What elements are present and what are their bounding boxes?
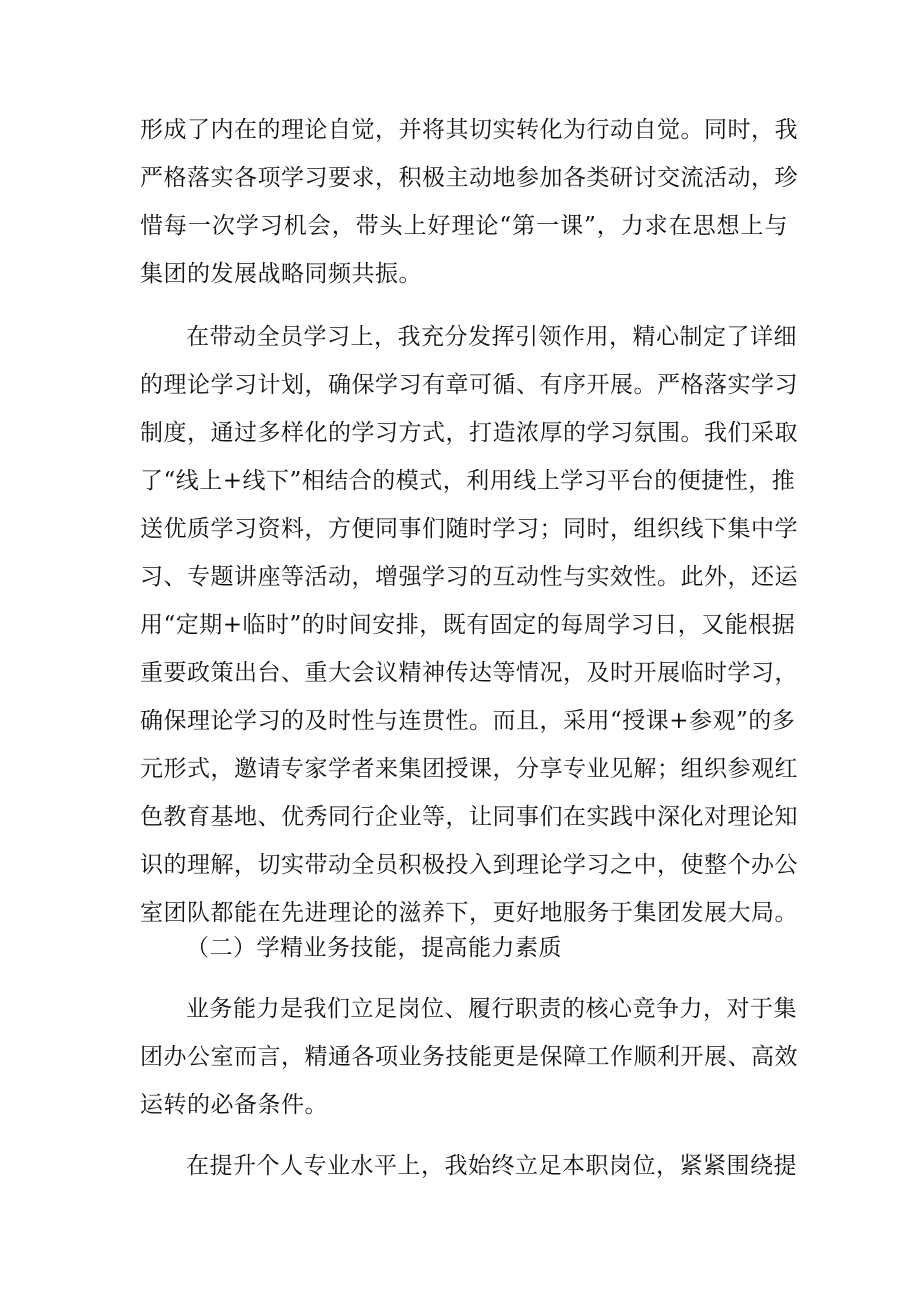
paragraph-line: 严格落实各项学习要求，积极主动地参加各类研讨交流活动，珍 bbox=[140, 165, 798, 191]
paragraph-line: 的理论学习计划，确保学习有章可循、有序开展。严格落实学习 bbox=[140, 372, 798, 398]
paragraph-line: 团办公室而言，精通各项业务技能更是保障工作顺利开展、高效 bbox=[140, 1044, 798, 1070]
paragraph-line: 业务能力是我们立足岗位、履行职责的核心竞争力，对于集 bbox=[186, 996, 797, 1022]
paragraph-line: 在带动全员学习上，我充分发挥引领作用，精心制定了详细 bbox=[186, 324, 797, 350]
paragraph-line: 制度，通过多样化的学习方式，打造浓厚的学习氛围。我们采取 bbox=[140, 420, 798, 446]
paragraph-line: 运转的必备条件。 bbox=[140, 1092, 328, 1118]
paragraph-line: 集团的发展战略同频共振。 bbox=[140, 261, 422, 287]
paragraph-line: 色教育基地、优秀同行企业等，让同事们在实践中深化对理论知 bbox=[140, 804, 798, 830]
paragraph-line: 形成了内在的理论自觉，并将其切实转化为行动自觉。同时，我 bbox=[140, 117, 798, 143]
paragraph-line: 惜每一次学习机会，带头上好理论“第一课”，力求在思想上与 bbox=[140, 213, 788, 239]
paragraph-line: 确保理论学习的及时性与连贯性。而且，采用“授课+参观”的多 bbox=[140, 708, 796, 734]
paragraph-line: 室团队都能在先进理论的滋养下，更好地服务于集团发展大局。 bbox=[140, 900, 798, 926]
paragraph-line: 元形式，邀请专家学者来集团授课，分享专业见解；组织参观红 bbox=[140, 756, 798, 782]
paragraph-line: 了“线上+线下”相结合的模式，利用线上学习平台的便捷性，推 bbox=[140, 468, 796, 494]
paragraph-line: 识的理解，切实带动全员积极投入到理论学习之中，使整个办公 bbox=[140, 852, 798, 878]
paragraph-line: 重要政策出台、重大会议精神传达等情况，及时开展临时学习， bbox=[140, 660, 798, 686]
paragraph-line: 送优质学习资料，方便同事们随时学习；同时，组织线下集中学 bbox=[140, 516, 798, 542]
paragraph-line: 在提升个人专业水平上，我始终立足本职岗位，紧紧围绕提 bbox=[186, 1153, 797, 1179]
paragraph-line: 习、专题讲座等活动，增强学习的互动性与实效性。此外，还运 bbox=[140, 564, 798, 590]
section-heading: （二）学精业务技能，提高能力素质 bbox=[186, 935, 562, 961]
paragraph-line: 用“定期+临时”的时间安排，既有固定的每周学习日，又能根据 bbox=[140, 612, 796, 638]
